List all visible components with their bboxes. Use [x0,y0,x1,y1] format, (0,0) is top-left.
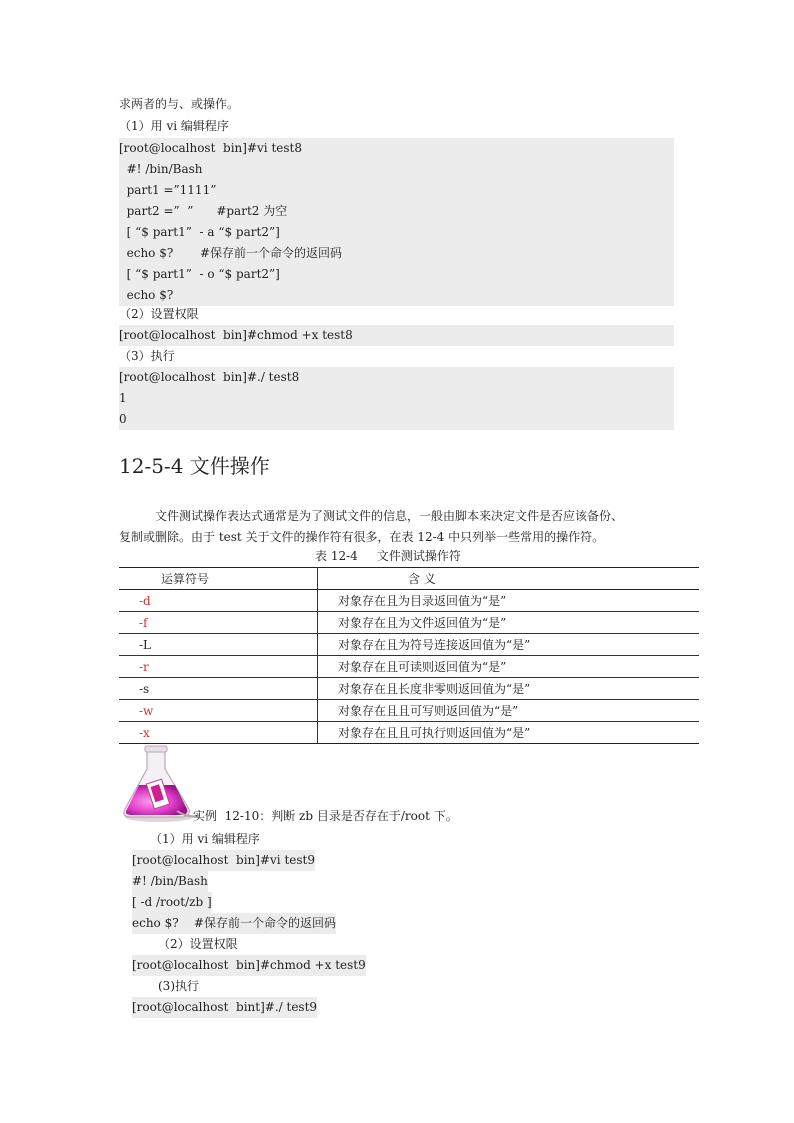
example-code-line: echo $? #保存前一个命令的返回码 [132,913,336,934]
operator-symbol: -f [119,612,318,634]
output-line: 1 [119,391,127,405]
operator-symbol: -r [119,656,318,678]
operator-symbol: -d [119,590,318,612]
operator-symbol: -L [119,634,318,656]
code-line: #! /bin/Bash [119,162,203,176]
code-block-test8 [119,138,674,306]
table-row [119,678,699,700]
step-1-label: （1）用 vi 编辑程序 [119,119,229,133]
table-row [119,634,699,656]
table-row [119,612,699,634]
code-line: part2 =” ” #part2 为空 [119,204,288,218]
operator-symbol: -w [119,700,318,722]
output-line: 0 [119,412,127,426]
section-heading: 12-5-4 文件操作 [119,454,270,478]
example-title: 实例 12-10：判断 zb 目录是否存在于/root 下。 [193,809,458,823]
paragraph-line: 文件测试操作表达式通常是为了测试文件的信息，一般由脚本来决定文件是否应该备份、 [155,509,624,523]
example-step-3-label: (3)执行 [158,979,199,993]
example-code-line: [ -d /root/zb ] [132,892,212,913]
code-line: [root@localhost bin]#chmod +x test8 [119,328,353,342]
operator-meaning: 对象存在且可读则返回值为“是” [318,656,700,678]
header-meaning: 含 义 [318,568,700,590]
operator-meaning: 对象存在且且可执行则返回值为“是” [318,722,700,744]
code-line: part1 =”1111” [119,183,217,197]
table-row [119,700,699,722]
code-line: [ “$ part1” - o “$ part2”] [119,267,280,281]
step-2-label: （2）设置权限 [119,307,199,321]
table-row [119,722,699,744]
operator-meaning: 对象存在且且可写则返回值为“是” [318,700,700,722]
code-line: [root@localhost bin]#vi test8 [119,141,302,155]
code-line: [ “$ part1” - a “$ part2”] [119,225,280,239]
table-row [119,590,699,612]
table-header-row [119,568,699,590]
example-code-line: [root@localhost bint]#./ test9 [132,997,317,1018]
paragraph-line: 复制或删除。由于 test 关于文件的操作符有很多，在表 12-4 中只列举一些常用的操作符。 [119,530,605,544]
operator-meaning: 对象存在且为目录返回值为“是” [318,590,700,612]
example-code-line: [root@localhost bin]#vi test9 [132,850,315,871]
example-step-2-label: （2）设置权限 [158,937,238,951]
flask-icon [117,745,199,823]
operators-table [119,567,699,744]
operator-meaning: 对象存在且为文件返回值为“是” [318,612,700,634]
intro-line: 求两者的与、或操作。 [119,97,240,111]
code-line: [root@localhost bin]#./ test8 [119,370,300,384]
step-3-label: （3）执行 [119,349,175,363]
code-block-run [119,367,674,430]
example-code-line: [root@localhost bin]#chmod +x test9 [132,955,366,976]
code-block-chmod [119,325,674,346]
operator-symbol: -x [119,722,318,744]
operator-meaning: 对象存在且长度非零则返回值为“是” [318,678,700,700]
operator-symbol: -s [119,678,318,700]
code-line: echo $? #保存前一个命令的返回码 [119,246,343,260]
code-line: echo $? [119,288,174,302]
table-row [119,656,699,678]
example-code-line: #! /bin/Bash [132,871,208,892]
example-step-1-label: （1）用 vi 编辑程序 [150,832,260,846]
header-symbol: 运算符号 [119,568,318,590]
operator-meaning: 对象存在且为符号连接返回值为“是” [318,634,700,656]
table-caption: 表 12-4 文件测试操作符 [315,549,461,563]
